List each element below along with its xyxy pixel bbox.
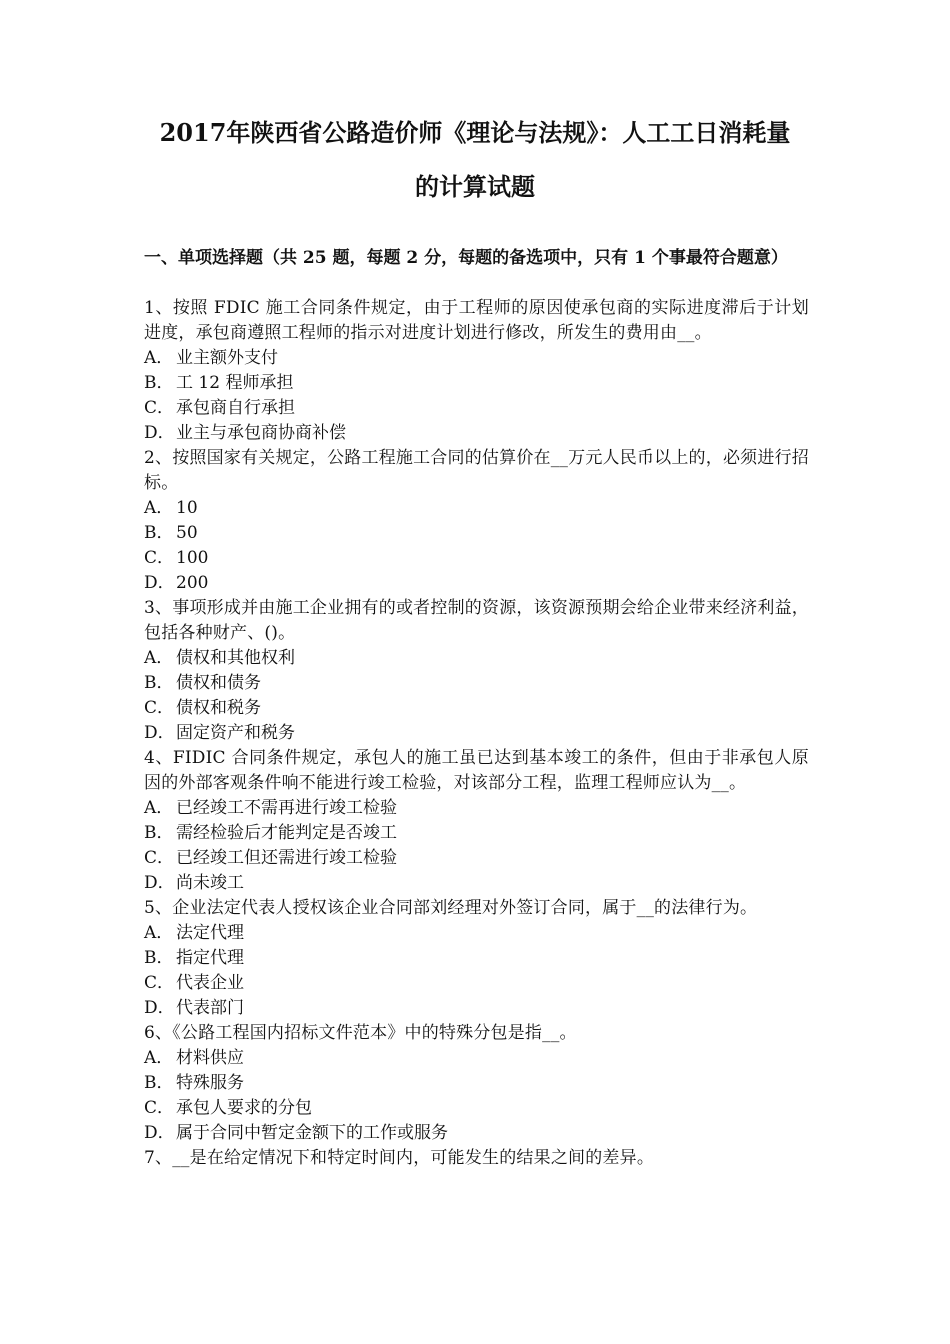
option-text: 法定代理	[176, 923, 244, 943]
option-text: 工 12 程师承担	[176, 373, 294, 393]
option-c	[144, 546, 809, 571]
option-d	[144, 871, 809, 896]
option-key: B．	[144, 948, 174, 968]
option-key: C．	[144, 973, 175, 993]
option-text: 属于合同中暂定金额下的工作或服务	[176, 1123, 448, 1143]
option-c	[144, 971, 809, 996]
option-d	[144, 571, 809, 596]
option-key: A．	[144, 648, 174, 668]
question-item	[144, 746, 809, 896]
option-b	[144, 821, 809, 846]
option-key: A．	[144, 498, 174, 518]
option-a	[144, 1046, 809, 1071]
question-stem: 3、事项形成并由施工企业拥有的或者控制的资源，该资源预期会给企业带来经济利益，包括各种财产、()。	[144, 598, 809, 643]
option-text: 指定代理	[176, 948, 244, 968]
question-item	[144, 1021, 809, 1146]
option-key: D．	[144, 1123, 175, 1143]
option-a	[144, 921, 809, 946]
option-text: 200	[176, 573, 209, 593]
option-key: A．	[144, 348, 174, 368]
option-b	[144, 946, 809, 971]
option-b	[144, 671, 809, 696]
option-c	[144, 396, 809, 421]
option-a	[144, 346, 809, 371]
option-text: 代表企业	[176, 973, 244, 993]
option-a	[144, 496, 809, 521]
option-key: A．	[144, 1048, 174, 1068]
option-text: 已经竣工不需再进行竣工检验	[176, 798, 397, 818]
question-stem: 2、按照国家有关规定，公路工程施工合同的估算价在__万元人民币以上的，必须进行招标。	[144, 448, 809, 493]
option-key: B．	[144, 673, 174, 693]
option-d	[144, 996, 809, 1021]
option-key: B．	[144, 373, 174, 393]
option-text: 承包商自行承担	[176, 398, 295, 418]
option-text: 债权和债务	[176, 673, 261, 693]
option-text: 100	[176, 548, 209, 568]
question-stem: 1、按照 FDIC 施工合同条件规定，由于工程师的原因使承包商的实际进度滞后于计划进度，承包商遵照工程师的指示对进度计划进行修改，所发生的费用由__。	[144, 298, 809, 343]
document-title-line-1: 2017年陕西省公路造价师《理论与法规》：人工工日消耗量	[159, 118, 791, 147]
option-a	[144, 796, 809, 821]
option-b	[144, 521, 809, 546]
option-key: C．	[144, 398, 175, 418]
option-c	[144, 846, 809, 871]
question-stem: 6、《公路工程国内招标文件范本》中的特殊分包是指__。	[144, 1023, 577, 1043]
option-key: B．	[144, 823, 174, 843]
option-key: C．	[144, 848, 175, 868]
option-text: 业主与承包商协商补偿	[176, 423, 346, 443]
option-key: D．	[144, 723, 175, 743]
option-text: 50	[176, 523, 198, 543]
option-text: 已经竣工但还需进行竣工检验	[176, 848, 397, 868]
option-text: 材料供应	[176, 1048, 244, 1068]
option-text: 固定资产和税务	[176, 723, 295, 743]
option-key: D．	[144, 423, 175, 443]
option-key: C．	[144, 548, 175, 568]
option-key: B．	[144, 1073, 174, 1093]
option-text: 债权和税务	[176, 698, 261, 718]
option-key: D．	[144, 573, 175, 593]
option-text: 债权和其他权利	[176, 648, 295, 668]
option-text: 需经检验后才能判定是否竣工	[176, 823, 397, 843]
question-item	[144, 896, 809, 1021]
option-text: 10	[176, 498, 198, 518]
document-title-line-2: 的计算试题	[415, 172, 535, 201]
question-item	[144, 1146, 809, 1171]
option-text: 代表部门	[176, 998, 244, 1018]
option-key: A．	[144, 923, 174, 943]
option-d	[144, 721, 809, 746]
option-text: 尚未竣工	[176, 873, 244, 893]
option-b	[144, 371, 809, 396]
option-c	[144, 696, 809, 721]
option-text: 业主额外支付	[176, 348, 278, 368]
option-key: C．	[144, 698, 175, 718]
question-list	[144, 296, 809, 1171]
question-item	[144, 596, 809, 746]
option-d	[144, 421, 809, 446]
option-text: 特殊服务	[176, 1073, 244, 1093]
option-key: B．	[144, 523, 174, 543]
option-b	[144, 1071, 809, 1096]
question-stem: 5、企业法定代表人授权该企业合同部刘经理对外签订合同，属于__的法律行为。	[144, 898, 758, 918]
question-stem: 4、FIDIC 合同条件规定，承包人的施工虽已达到基本竣工的条件，但由于非承包人原因的外部客观条件响不能进行竣工检验，对该部分工程，监理工程师应认为__。	[144, 748, 809, 793]
option-key: D．	[144, 998, 175, 1018]
question-item	[144, 296, 809, 446]
option-text: 承包人要求的分包	[176, 1098, 312, 1118]
option-c	[144, 1096, 809, 1121]
question-stem: 7、__是在给定情况下和特定时间内，可能发生的结果之间的差异。	[144, 1148, 655, 1168]
section-heading: 一、单项选择题（共 25 题，每题 2 分，每题的备选项中，只有 1 个事最符合题意）	[144, 248, 788, 268]
option-key: D．	[144, 873, 175, 893]
option-d	[144, 1121, 809, 1146]
option-key: C．	[144, 1098, 175, 1118]
option-key: A．	[144, 798, 174, 818]
question-item	[144, 446, 809, 596]
option-a	[144, 646, 809, 671]
